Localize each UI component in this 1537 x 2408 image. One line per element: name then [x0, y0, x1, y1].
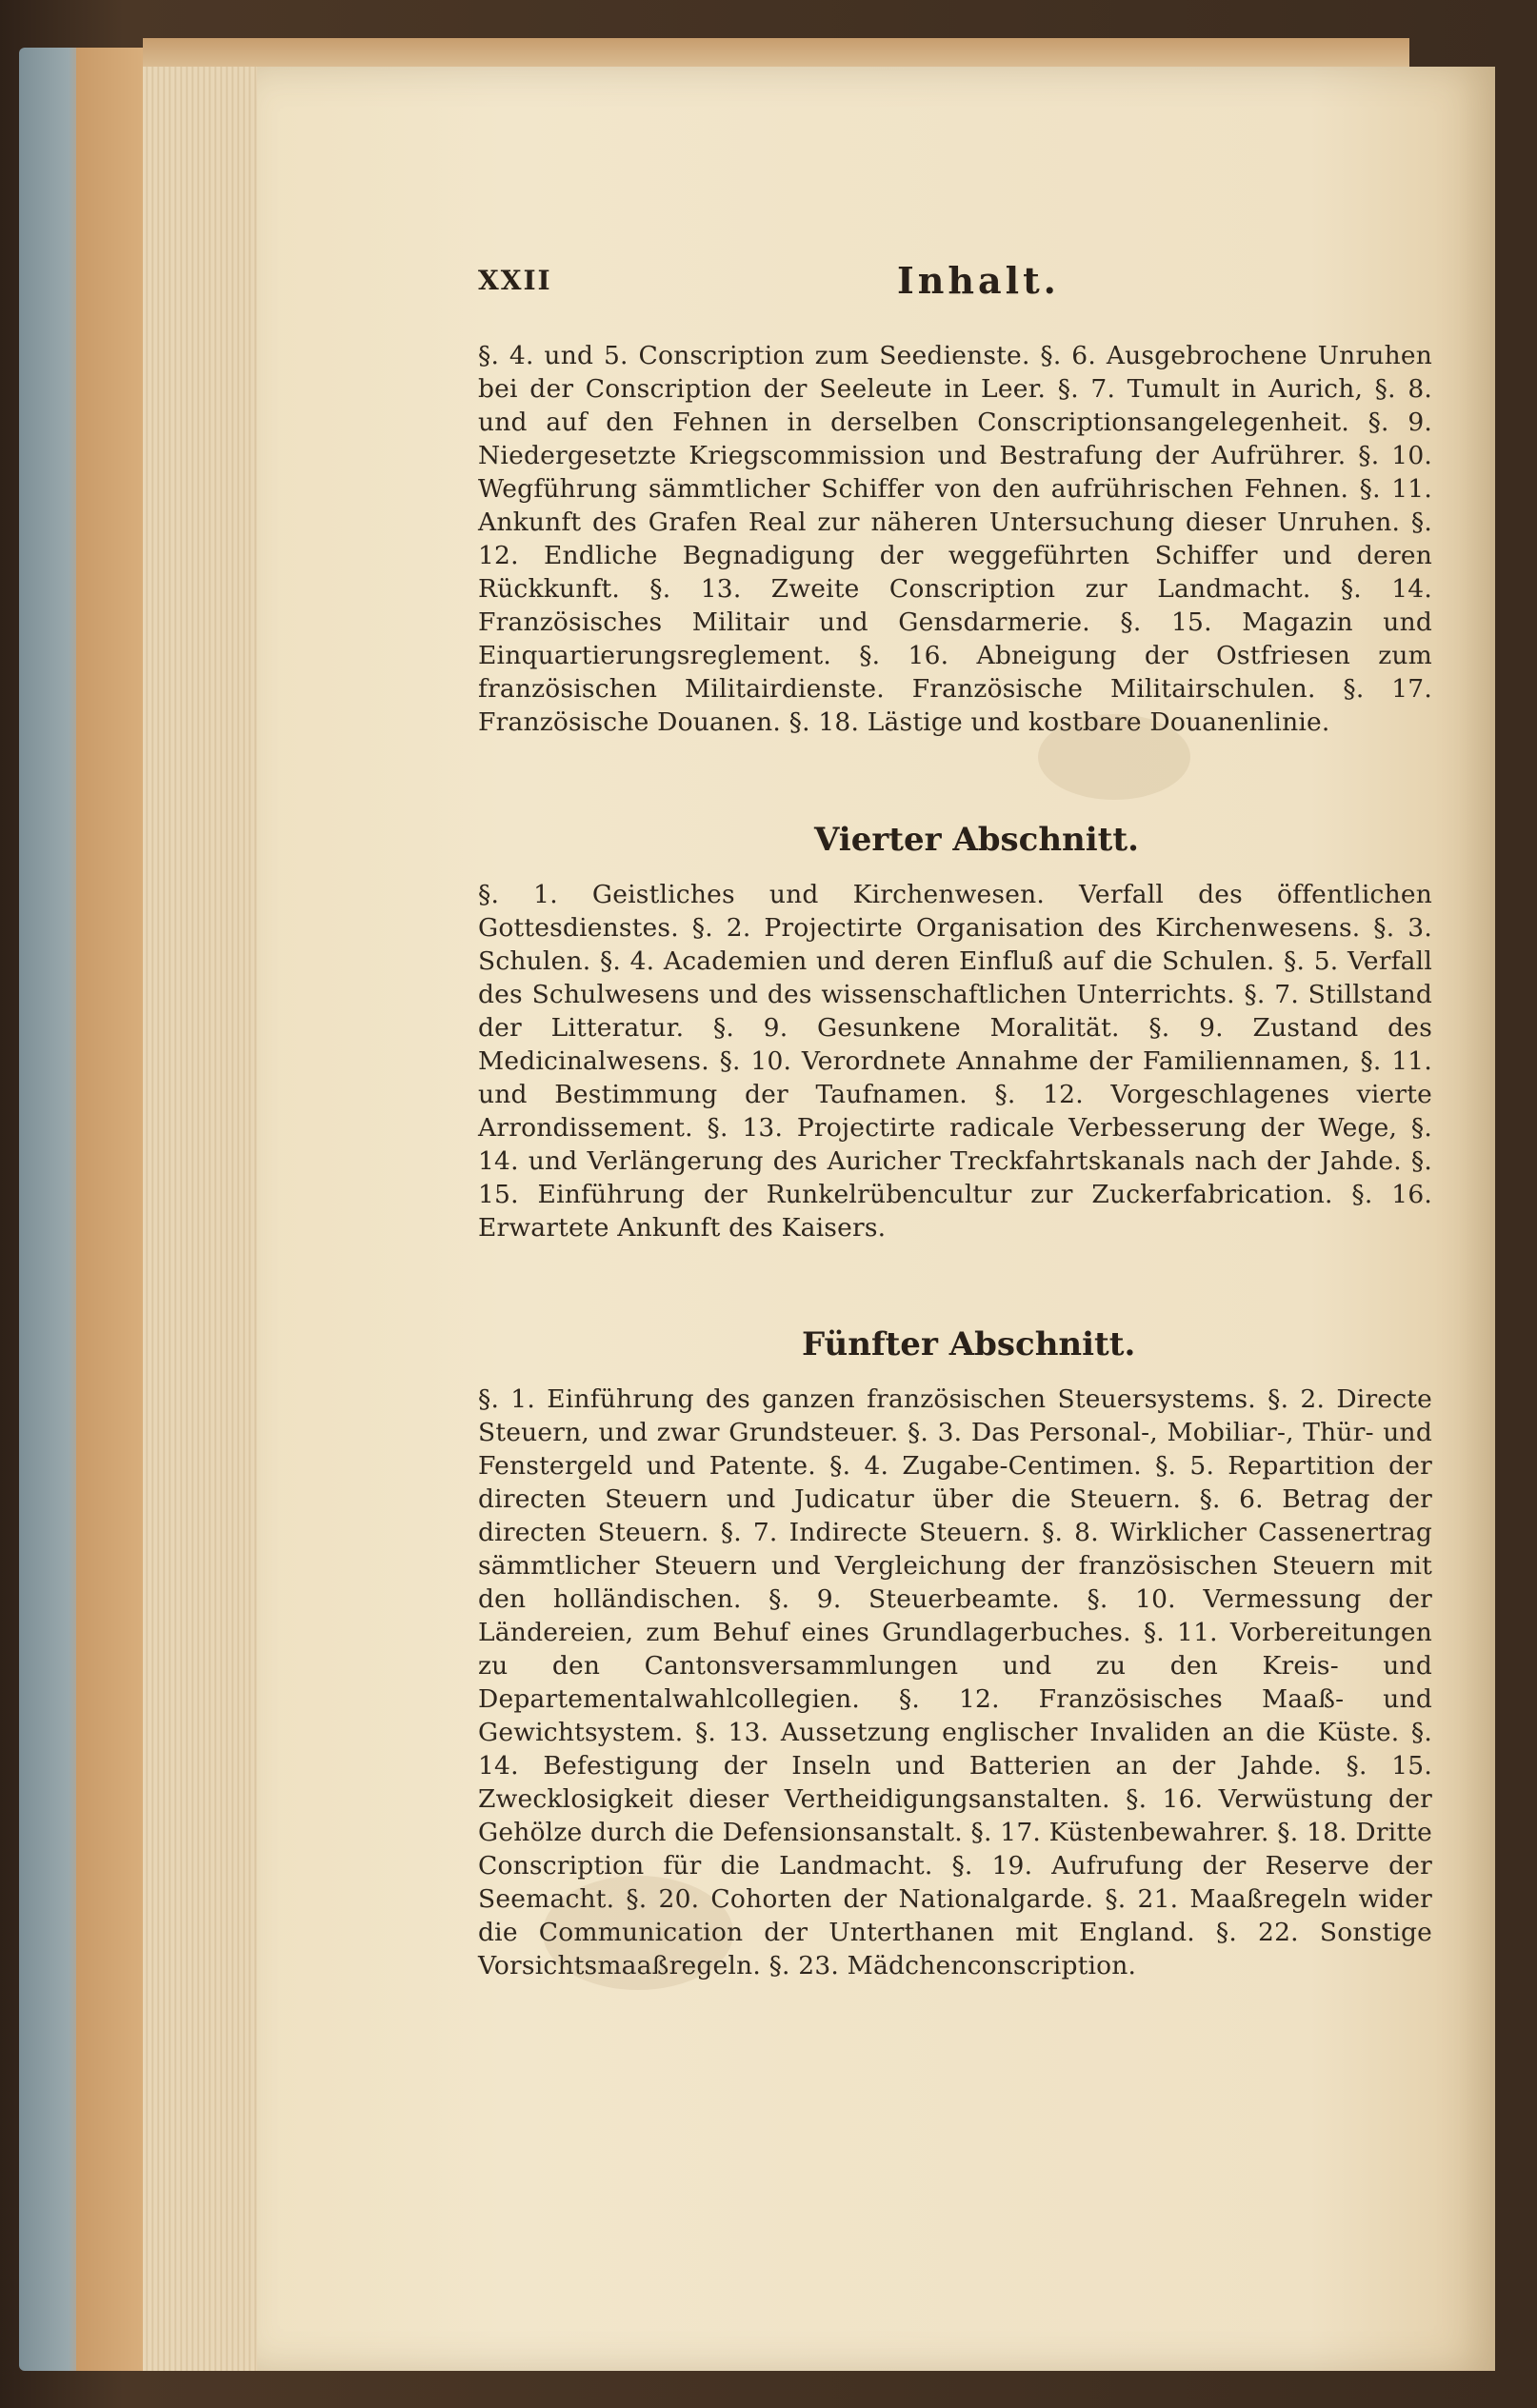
page-edges [143, 67, 276, 2371]
paragraph: §. 1. Einführung des ganzen französischen Steuersystems. §. 2. Directe Steuern, und zwar Grundsteuer. §. 3. Das Personal-, Mobiliar-, Thür- und Fenstergeld und Patente. §. 4. Zugabe-Centimen. §. 5. Repartition der directen Steuern und Judicatur über die Steuern. §. 6. Betrag der directen Steuern. §. 7. Indirecte Steuern. §. 8. Wirklicher Cassenertrag sämmtlicher Steuern und Vergleichung der französischen Steuern mit den holländischen. §. 9. Steuerbeamte. §. 10. Vermessung der Ländereien, zum Behuf eines Grundlagerbuches. §. 11. Vorbereitungen zu den Cantonsversammlungen und zu den Kreis- und Departementalwahlcollegien. §. 12. Französisches Maaß- und Gewichtsystem. §. 13. Aussetzung englischer Invaliden an die Küste. §. 14. Befestigung der Inseln und Batterien an der Jahde. §. 15. Zwecklosigkeit dieser Vertheidigungsanstalten. §. 16. Verwüstung der Gehölze durch die Defensionsanstalt. §. 17. Küstenbewahrer. §. 18. Dritte Conscription für die Landmacht. §. 19. Aufrufung der Reserve der Seemacht. §. 20. Cohorten der Nationalgarde. §. 21. Maaßregeln wider die Communication der Unterthanen mit England. §. 22. Sonstige Vorsichtsmaaßregeln. §. 23. Mädchenconscription. [478, 1384, 1432, 1980]
section-text-3 [478, 339, 1432, 739]
paragraph: §. 4. und 5. Conscription zum Seedienste. §. 6. Ausgebrochene Unruhen bei der Conscription der Seeleute in Leer. §. 7. Tumult in Aurich, §. 8. und auf den Fehnen in derselben Conscriptionsangelegenheit. §. 9. Niedergesetzte Kriegscommission und Bestrafung der Aufrührer. §. 10. Wegführung sämmtlicher Schiffer von den aufrührischen Fehnen. §. 11. Ankunft des Grafen Real zur näheren Untersuchung dieser Unruhen. §. 12. Endliche Begnadigung der weggeführten Schiffer und deren Rückkunft. §. 13. Zweite Conscription zur Landmacht. §. 14. Französisches Militair und Gensdarmerie. §. 15. Magazin und Einquartierungsreglement. §. 16. Abneigung der Ostfriesen zum französischen Militairdienste. Französische Militairschulen. §. 17. Französische Douanen. §. 18. Lästige und kostbare Douanenlinie. [478, 341, 1432, 737]
paragraph: §. 1. Geistliches und Kirchenwesen. Verfall des öffentlichen Gottesdienstes. §. 2. Projectirte Organisation des Kirchenwesens. §. 3. Schulen. §. 4. Academien und deren Einfluß auf die Schulen. §. 5. Verfall des Schulwesens und des wissenschaftlichen Unterrichts. §. 7. Stillstand der Litteratur. §. 9. Gesunkene Moralität. §. 9. Zustand des Medicinalwesens. §. 10. Verordnete Annahme der Familiennamen, §. 11. und Bestimmung der Taufnamen. §. 12. Vorgeschlagenes vierte Arrondissement. §. 13. Projectirte radicale Verbesserung der Wege, §. 14. und Verlängerung des Auricher Treckfahrtskanals nach der Jahde. §. 15. Einführung der Runkelrübencultur zur Zuckerfabrication. §. 16. Erwartete Ankunft des Kaisers. [478, 880, 1432, 1243]
section-heading-5: Fünfter Abschnitt. [802, 1325, 1136, 1363]
section-text-5 [478, 1383, 1432, 1982]
section-heading-4: Vierter Abschnitt. [814, 821, 1139, 859]
page-number: XXII [478, 265, 552, 296]
running-head: Inhalt. [897, 259, 1060, 302]
section-text-4 [478, 878, 1432, 1244]
page-header [478, 259, 1430, 312]
cover-board [19, 48, 143, 2371]
